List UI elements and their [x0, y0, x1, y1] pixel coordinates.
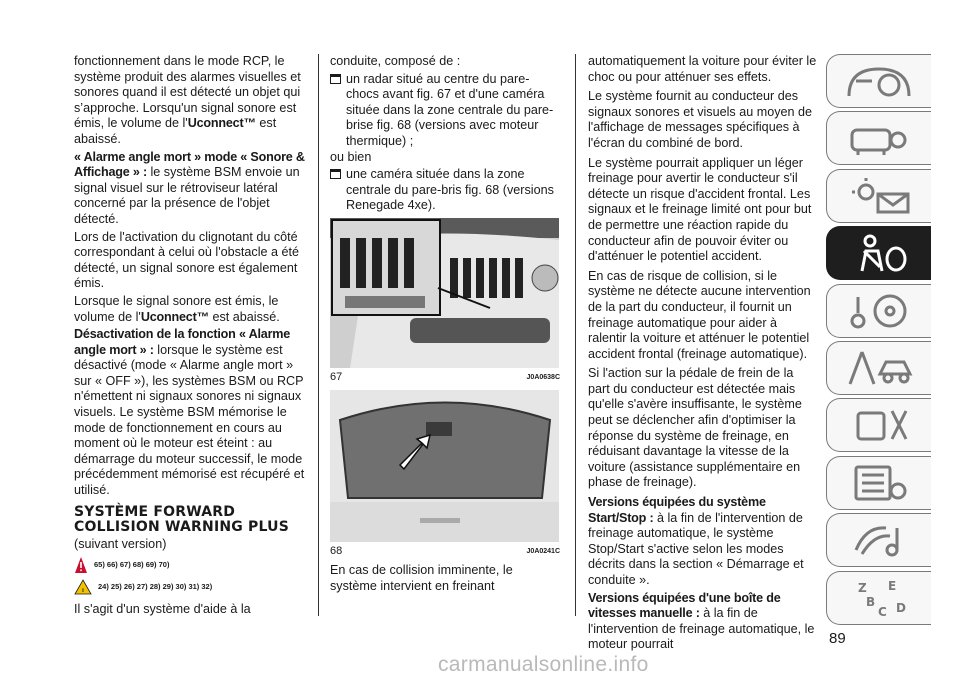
- tab-maintenance[interactable]: [826, 398, 931, 452]
- multimedia-icon: [844, 520, 914, 560]
- paragraph-start-stop: Versions équipées du système Start/Stop : à la fin de l'intervention de freinage automatique, le système Stop/Start s'active selon les modes décrits dans la section « Démarrage et conduite ».: [588, 495, 804, 587]
- figure-68-caption: [330, 544, 560, 560]
- paragraph-signaux: Le système fournit au conducteur des signaux sonores et visuels au moyen de l'affichage de messages spécifiques à l'écran du combiné de bord.: [588, 89, 813, 150]
- caution-yellow-icon: [74, 579, 92, 595]
- svg-text:C: C: [878, 604, 887, 618]
- uconnect-brand: Uconnect™: [140, 309, 209, 324]
- paragraph-pedale-frein: Si l'action sur la pédale de frein de la part du conducteur est détectée mais qu'elle s'avère insuffisante, le système peut se déclencher afin d'optimiser la réponse du système de freinage, en réduisant davantage la vitesse de la voiture (assistance supplémentaire en phase de freinage).: [588, 366, 802, 490]
- list-item: une caméra située dans la zone centrale du pare-bris fig. 68 (versions Renegade 4xe).: [330, 167, 560, 214]
- tab-specifications[interactable]: [826, 456, 931, 510]
- page-number: 89: [829, 630, 846, 647]
- paragraph-boite-manuelle: Versions équipées d'une boîte de vitesses manuelle : à la fin de l'intervention de freinage automatique, le moteur pourrait: [588, 590, 815, 652]
- svg-text:i: i: [82, 588, 84, 595]
- figure-code: J0A0638C: [526, 373, 560, 381]
- checkbox-bullet-icon: [330, 74, 341, 84]
- list-item: un radar situé au centre du pare-chocs avant fig. 67 et d'une caméra située dans la zone centrale du pare-brise fig. 68 (versions avec moteur thermique) ;: [330, 72, 560, 150]
- warning-red-icon: [74, 556, 88, 574]
- light-envelope-icon: [844, 176, 914, 216]
- chapter-tabs: [826, 54, 932, 628]
- section-subtitle: (suivant version): [74, 536, 167, 551]
- svg-text:Z: Z: [858, 580, 867, 595]
- tab-index[interactable]: [826, 571, 931, 625]
- car-key-icon: [844, 118, 914, 158]
- figure-67-front-bumper: [330, 218, 559, 368]
- svg-text:B: B: [866, 594, 876, 609]
- paragraph-sonore-affichage: « Alarme angle mort » mode « Sonore & Affichage » : le système BSM envoie un signal visuel sur le rétroviseur latéral concerné par la présence de l'objet détecté.: [74, 149, 305, 226]
- paragraph-aide: Il s'agit d'un système d'aide à la: [74, 602, 251, 617]
- paragraph-desactivation: Désactivation de la fonction « Alarme angle mort » : lorsque le système est désactivé (mode « Alarme angle mort » sur « OFF »), les systèmes BSM ou RCP n'émettent ni signaux sonores ni signaux visuels. Le système BSM mémorise le mode de fonctionnement en cours au moment où le moteur est éteint : au démarrage du moteur successif, le mode précédemment mémorisé est récupéré et utilisé.: [74, 327, 305, 498]
- warning-row-red: 65) 66) 67) 68) 69) 70): [74, 554, 306, 576]
- paragraph-volume: Lorsque le signal sonore est émis, le volume de l'Uconnect™ est abaissé.: [74, 293, 280, 324]
- tab-safety[interactable]: [826, 226, 931, 280]
- warning-row-yellow: i 24) 25) 26) 27) 28) 29) 30) 31) 32): [74, 576, 306, 598]
- tab-lights-messages[interactable]: [826, 169, 931, 223]
- airbag-seatbelt-icon: [844, 233, 914, 273]
- figure-code: J0A0241C: [526, 547, 560, 555]
- paragraph-automatique: automatiquement la voiture pour éviter le choc ou pour atténuer ses effets.: [588, 54, 817, 84]
- tools-icon: [844, 405, 914, 445]
- paragraph-freinage-leger: Le système pourrait appliquer un léger freinage pour avertir le conducteur s'il détecte un risque d'accident frontal. Les signaux et le freinage limité ont pour but de permettre une réaction rapide du conducteur afin de pouvoir éviter ou d'atténuer le potentiel accident.: [588, 155, 812, 264]
- tab-emergency[interactable]: [826, 341, 931, 395]
- svg-text:E: E: [888, 578, 897, 593]
- tab-dashboard[interactable]: [826, 54, 931, 108]
- column-divider: [575, 54, 576, 616]
- column-1: [74, 54, 306, 620]
- paragraph-ou-bien: ou bien: [330, 149, 372, 164]
- specs-list-icon: [844, 463, 914, 503]
- figure-68-windshield: [330, 390, 559, 542]
- checkbox-bullet-icon: [330, 169, 341, 179]
- paragraph-rcp: fonctionnement dans le mode RCP, le système produit des alarmes visuelles et sonores quand il est détecté un objet qui s’approche. Lorsqu'un signal sonore est émis, le volume de l'Uconnect™ est abaissé.: [74, 54, 301, 146]
- front-bumper-radar-image: [330, 218, 559, 368]
- figure-67-caption: [330, 370, 560, 386]
- column-3: [588, 54, 818, 655]
- paragraph-conduite: conduite, composé de :: [330, 54, 461, 68]
- section-title: SYSTÈME FORWARD COLLISION WARNING PLUS: [74, 503, 289, 535]
- column-divider: [318, 54, 319, 616]
- figure-number: 67: [330, 370, 343, 383]
- svg-text:D: D: [896, 600, 906, 615]
- alphabet-index-icon: [844, 578, 914, 618]
- paragraph-collision: En cas de collision imminente, le système intervient en freinant: [330, 563, 513, 593]
- windshield-camera-image: [330, 390, 559, 542]
- car-lift-icon: [844, 348, 914, 388]
- tab-multimedia[interactable]: [826, 513, 931, 567]
- paragraph-risque-collision: En cas de risque de collision, si le système ne détecte aucune intervention de la part du conducteur, il fournit un freinage automatique pour aider à ralentir la voiture et atténuer le potentiel accident frontal (freinage automatique).: [588, 268, 811, 361]
- uconnect-brand: Uconnect™: [187, 116, 256, 131]
- figure-number: 68: [330, 544, 343, 557]
- tab-car-key[interactable]: [826, 111, 931, 165]
- column-2: [330, 54, 560, 596]
- tab-driving[interactable]: [826, 284, 931, 338]
- steering-wheel-icon: [844, 291, 914, 331]
- dashboard-steering-icon: [844, 61, 914, 101]
- watermark: carmanualsonline.info: [438, 653, 649, 676]
- paragraph-clignotant: Lors de l'activation du clignotant du côté correspondant à celui où l'obstacle a été détecté, un signal sonore est également émis.: [74, 229, 300, 291]
